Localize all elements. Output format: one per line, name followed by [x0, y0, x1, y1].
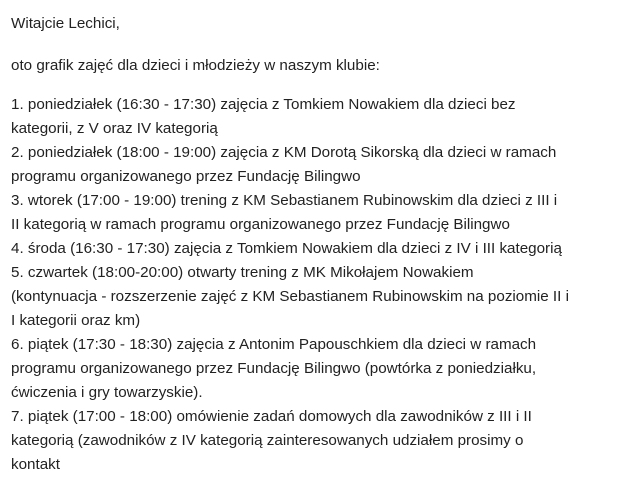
schedule-line: programu organizowanego przez Fundację Bilingwo: [11, 168, 361, 185]
email-greeting: Witajcie Lechici,: [11, 15, 120, 32]
schedule-line: 3. wtorek (17:00 - 19:00) trening z KM Sebastianem Rubinowskim dla dzieci z III i: [11, 192, 558, 209]
schedule-line: 2. poniedziałek (18:00 - 19:00) zajęcia z KM Dorotą Sikorską dla dzieci w ramach: [11, 144, 557, 161]
schedule-line: I kategorii oraz km): [11, 312, 141, 329]
schedule-line: programu organizowanego przez Fundację Bilingwo (powtórka z poniedziałku,: [11, 360, 537, 377]
schedule-line: kategorią (zawodników z IV kategorią zainteresowanych udziałem prosimy o: [11, 432, 524, 449]
schedule-line: 5. czwartek (18:00-20:00) otwarty trening z MK Mikołajem Nowakiem: [11, 264, 474, 281]
schedule-line: kategorii, z V oraz IV kategorią: [11, 120, 218, 137]
email-intro: oto grafik zajęć dla dzieci i młodzieży w naszym klubie:: [11, 57, 380, 74]
schedule-line: (kontynuacja - rozszerzenie zajęć z KM Sebastianem Rubinowskim na poziomie II i: [11, 288, 569, 305]
schedule-list: [11, 93, 611, 477]
schedule-line: 1. poniedziałek (16:30 - 17:30) zajęcia z Tomkiem Nowakiem dla dzieci bez: [11, 96, 516, 113]
schedule-line: 4. środa (16:30 - 17:30) zajęcia z Tomkiem Nowakiem dla dzieci z IV i III kategorią: [11, 240, 562, 257]
email-body: [11, 12, 611, 473]
schedule-line: 7. piątek (17:00 - 18:00) omówienie zadań domowych dla zawodników z III i II: [11, 408, 532, 425]
schedule-line: ćwiczenia i gry towarzyskie).: [11, 384, 203, 401]
schedule-line: 6. piątek (17:30 - 18:30) zajęcia z Antonim Papouschkiem dla dzieci w ramach: [11, 336, 537, 353]
schedule-line: kontakt: [11, 456, 60, 473]
schedule-line: II kategorią w ramach programu organizowanego przez Fundację Bilingwo: [11, 216, 510, 233]
